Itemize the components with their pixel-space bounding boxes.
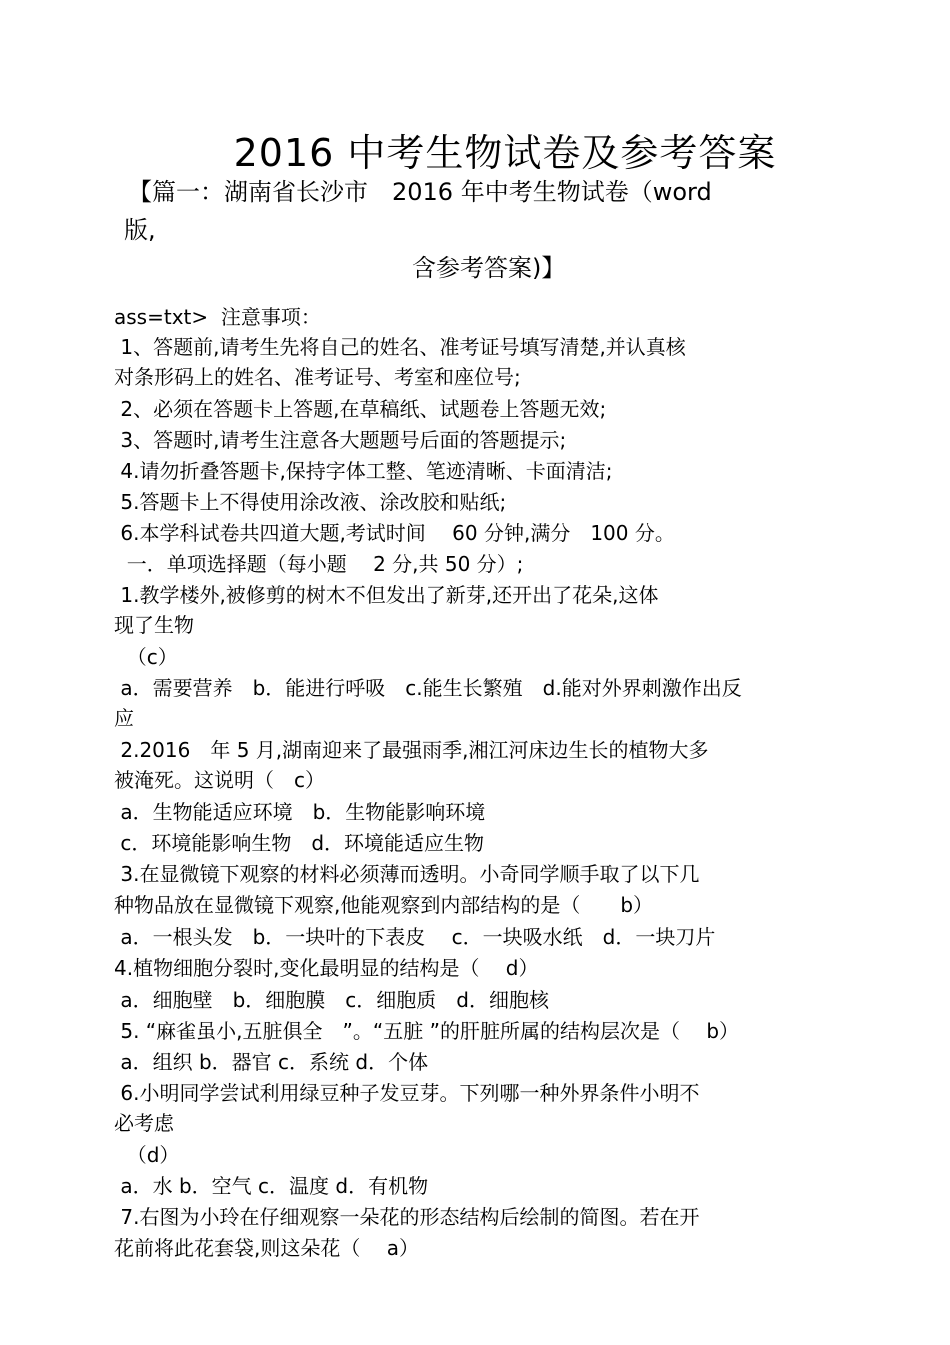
subtitle-line-1: 【篇一：湖南省长沙市 2016 年中考生物试卷（word xyxy=(128,178,712,206)
body-line: 4.植物细胞分裂时,变化最明显的结构是（ d） xyxy=(114,956,539,980)
body-line: 3、答题时,请考生注意各大题题号后面的答题提示; xyxy=(114,428,567,452)
body-line: 7.右图为小玲在仔细观察一朵花的形态结构后绘制的简图。若在开 xyxy=(114,1205,700,1229)
subtitle-line-3: 含参考答案)】 xyxy=(412,254,566,282)
body-line: 6.小明同学尝试利用绿豆种子发豆芽。下列哪一种外界条件小明不 xyxy=(114,1081,700,1105)
body-line: 4.请勿折叠答题卡,保持字体工整、笔迹清晰、卡面清洁; xyxy=(114,459,613,483)
subtitle-line-2: 版, xyxy=(124,216,156,244)
body-line: 种物品放在显微镜下观察,他能观察到内部结构的是（ b） xyxy=(114,893,654,917)
body-line: （d） xyxy=(114,1143,180,1167)
body-line: 1、答题前,请考生先将自己的姓名、准考证号填写清楚,并认真核 xyxy=(114,335,686,359)
body-line: a．需要营养 b．能进行呼吸 c.能生长繁殖 d.能对外界刺激作出反 xyxy=(114,676,742,700)
body-line: 被淹死。这说明（ c） xyxy=(114,768,325,792)
body-line: 3.在显微镜下观察的材料必须薄而透明。小奇同学顺手取了以下几 xyxy=(114,862,700,886)
body-line: 5. “麻雀虽小,五脏俱全 ”。“五脏 ”的肝脏所属的结构层次是（ b） xyxy=(114,1019,740,1043)
body-line: 对条形码上的姓名、准考证号、考室和座位号; xyxy=(114,365,521,389)
body-line: 应 xyxy=(114,706,134,730)
body-line: a．水 b．空气 c．温度 d．有机物 xyxy=(114,1174,429,1198)
body-line: 现了生物 xyxy=(114,613,194,637)
body-line: 2、必须在答题卡上答题,在草稿纸、试题卷上答题无效; xyxy=(114,397,607,421)
body-line: 必考虑 xyxy=(114,1111,174,1135)
body-line: 5.答题卡上不得使用涂改液、涂改胶和贴纸; xyxy=(114,490,507,514)
body-line: a．细胞壁 b．细胞膜 c．细胞质 d．细胞核 xyxy=(114,988,549,1012)
body-line: 1.教学楼外,被修剪的树木不但发出了新芽,还开出了花朵,这体 xyxy=(114,583,659,607)
body-line: a．生物能适应环境 b．生物能影响环境 xyxy=(114,800,486,824)
document-title: 2016 中考生物试卷及参考答案 xyxy=(233,131,777,175)
body-line: 一．单项选择题（每小题 2 分,共 50 分）; xyxy=(114,552,524,576)
body-line: a．组织 b．器官 c．系统 d．个体 xyxy=(114,1050,429,1074)
body-line: c．环境能影响生物 d．环境能适应生物 xyxy=(114,831,485,855)
body-line: （c） xyxy=(114,645,178,669)
body-line: 花前将此花套袋,则这朵花（ a） xyxy=(114,1236,419,1260)
body-line: a．一根头发 b．一块叶的下表皮 c．一块吸水纸 d．一块刀片 xyxy=(114,925,716,949)
body-line: ass=txt> 注意事项： xyxy=(114,305,321,329)
body-line: 6.本学科试卷共四道大题,考试时间 60 分钟,满分 100 分。 xyxy=(114,521,675,545)
body-line: 2.2016 年 5 月,湖南迎来了最强雨季,湘江河床边生长的植物大多 xyxy=(114,738,709,762)
